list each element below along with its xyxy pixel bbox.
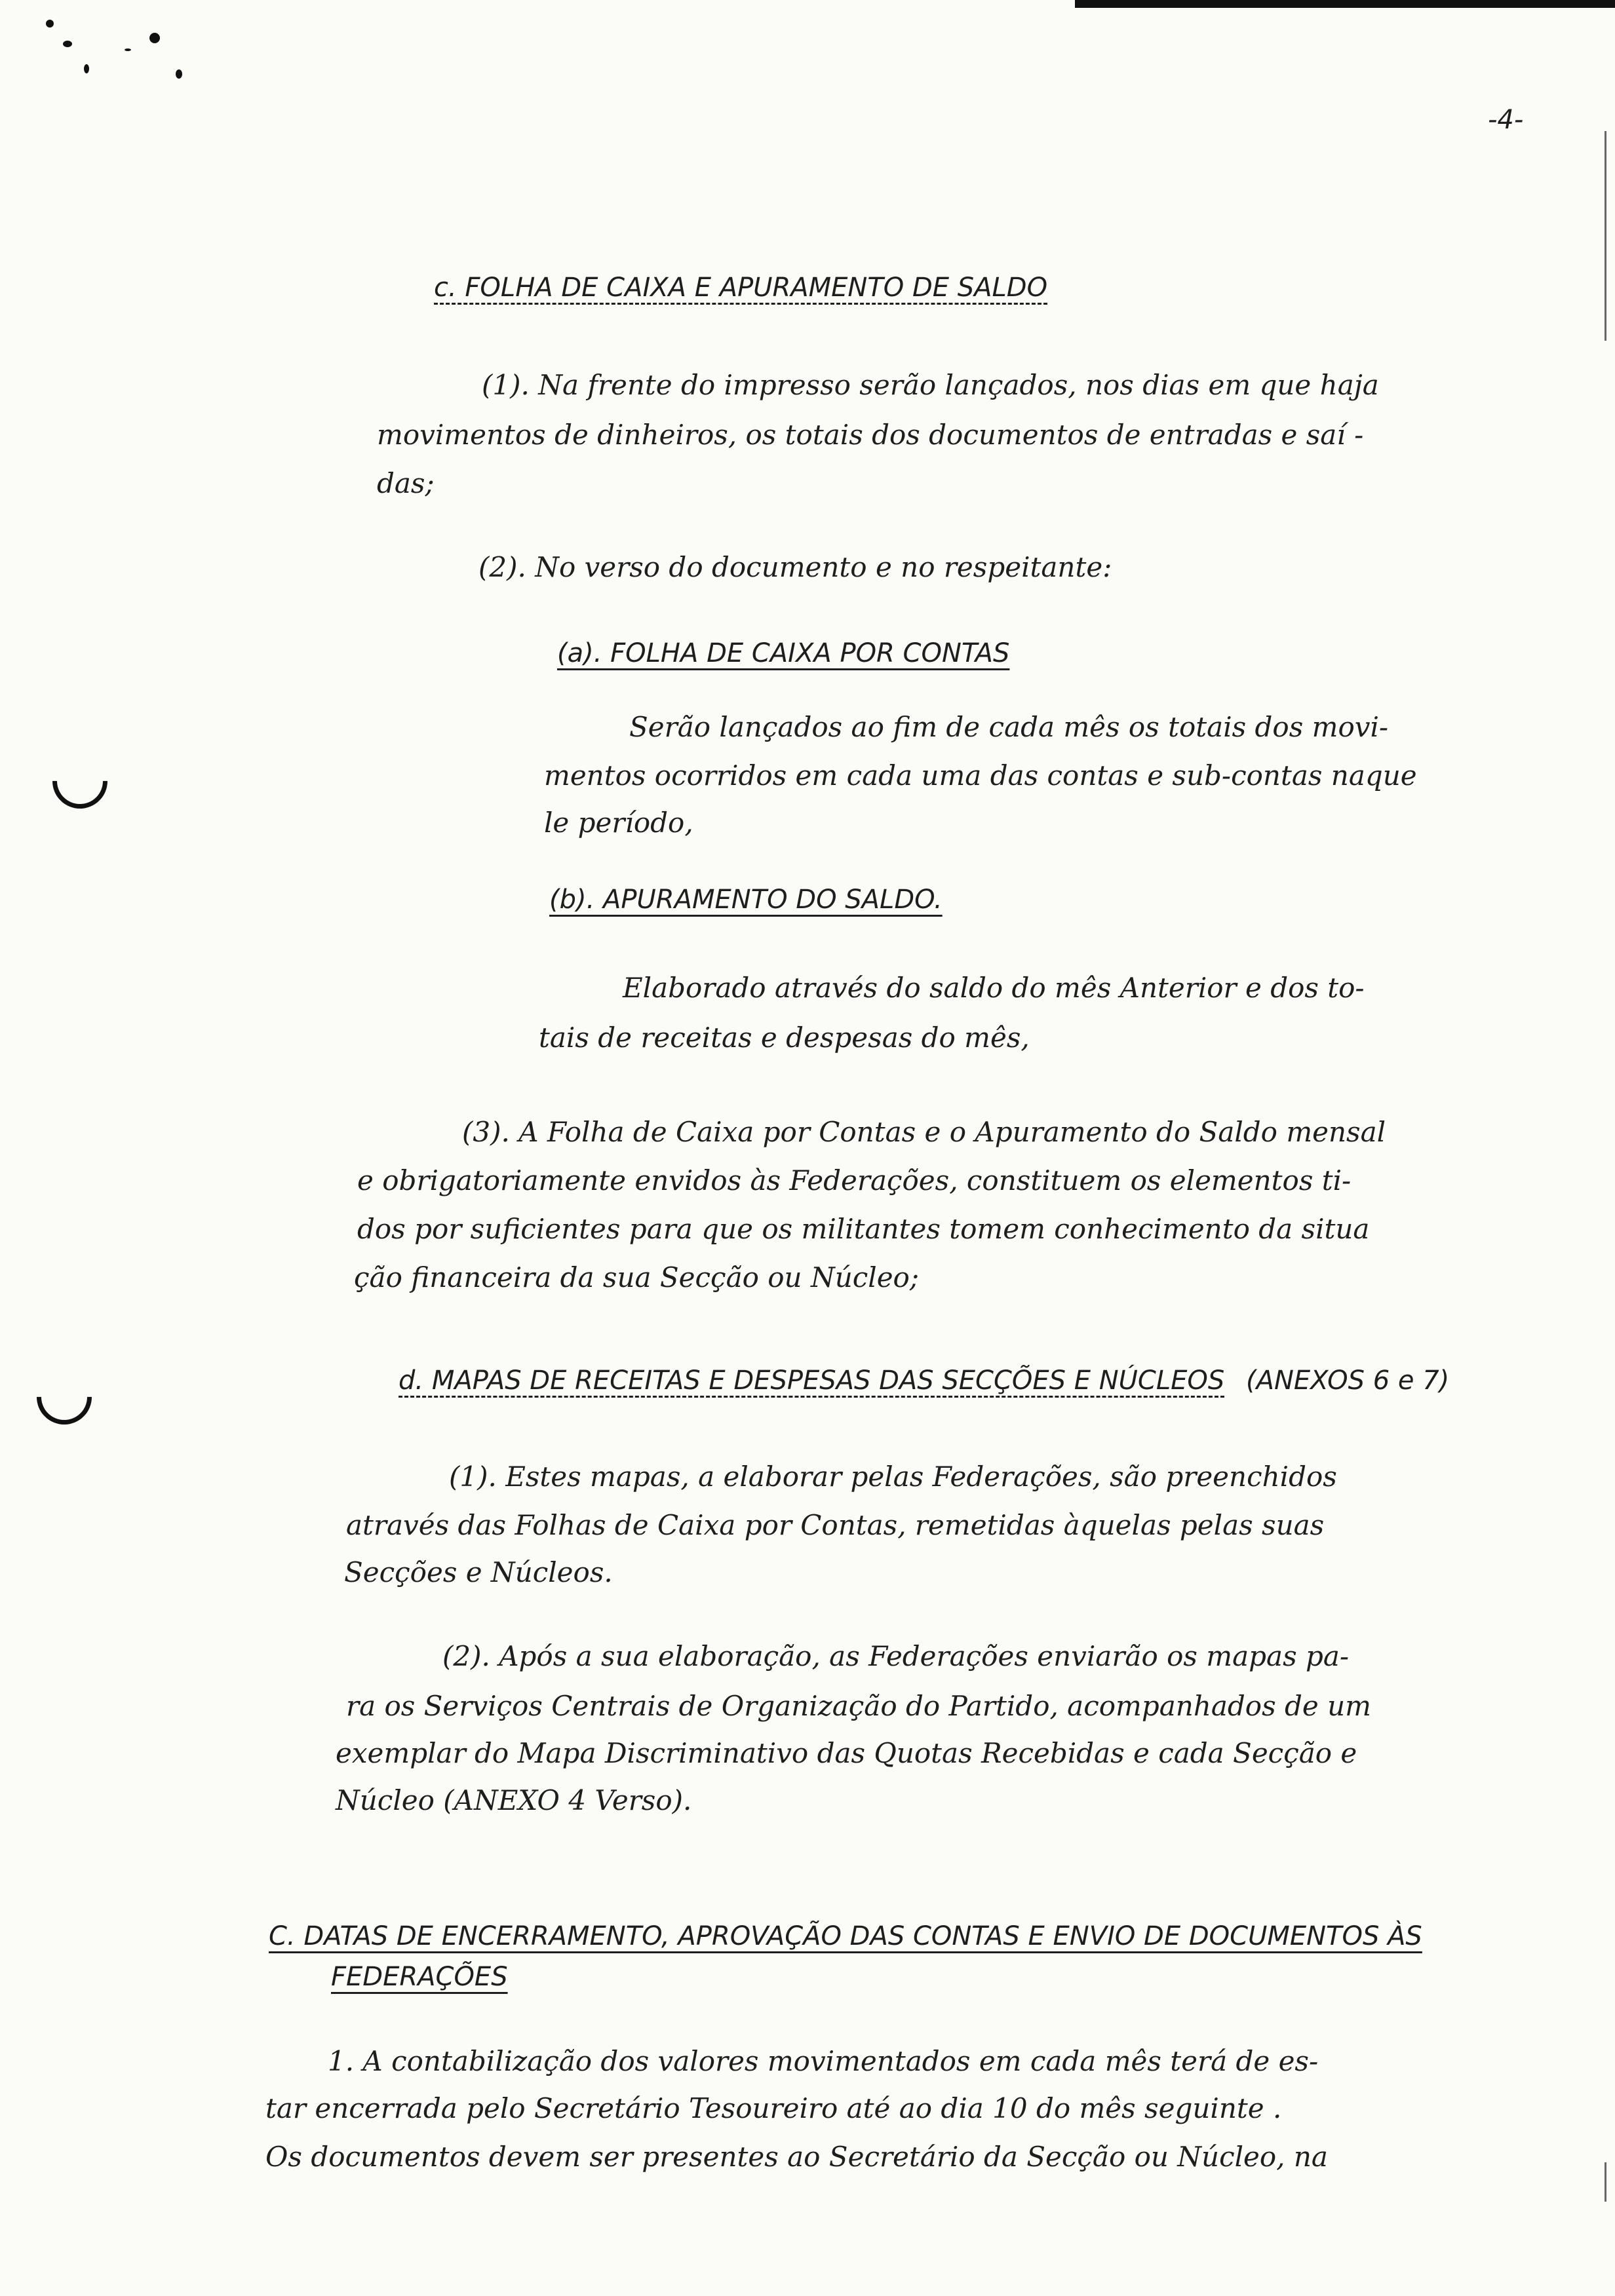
paragraph-line: movimentos de dinheiros, os totais dos documentos de entradas e saí - bbox=[377, 419, 1364, 451]
punch-hole-mark bbox=[41, 742, 119, 820]
scan-speck bbox=[46, 20, 54, 28]
paragraph-line: das; bbox=[377, 467, 435, 499]
scan-speck bbox=[176, 69, 182, 79]
top-edge-rule bbox=[1075, 0, 1615, 8]
paragraph-line: Secções e Núcleos. bbox=[344, 1556, 613, 1588]
paragraph-line: Elaborado através do saldo do mês Anterior e dos to- bbox=[623, 972, 1365, 1004]
paragraph-line: através das Folhas de Caixa por Contas, remetidas àquelas pelas suas bbox=[346, 1509, 1325, 1541]
paragraph-line: mentos ocorridos em cada uma das contas e sub-contas naque bbox=[544, 759, 1417, 792]
scan-speck bbox=[125, 48, 131, 51]
paragraph-line: e obrigatoriamente envidos às Federações, constituem os elementos ti- bbox=[357, 1164, 1352, 1196]
paragraph-line: (2). No verso do documento e no respeitante: bbox=[478, 551, 1112, 583]
subsection-a-heading: (a). FOLHA DE CAIXA POR CONTAS bbox=[557, 638, 1010, 668]
right-edge-mark-lower bbox=[1605, 2162, 1606, 2202]
section-d-annex-ref: (ANEXOS 6 e 7) bbox=[1246, 1366, 1450, 1396]
section-c-heading: c. FOLHA DE CAIXA E APURAMENTO DE SALDO bbox=[434, 273, 1048, 303]
paragraph-line: exemplar do Mapa Discriminativo das Quotas Recebidas e cada Secção e bbox=[336, 1737, 1357, 1769]
section-d-heading-row bbox=[399, 1363, 1449, 1398]
paragraph-line: Serão lançados ao fim de cada mês os totais dos movi- bbox=[629, 711, 1389, 743]
paragraph-line: Os documentos devem ser presentes ao Secretário da Secção ou Núcleo, na bbox=[265, 2141, 1328, 2173]
paragraph-line: tar encerrada pelo Secretário Tesoureiro até ao dia 10 do mês seguinte . bbox=[265, 2092, 1282, 2124]
paragraph-line: dos por suficientes para que os militantes tomem conhecimento da situa bbox=[357, 1213, 1370, 1245]
paragraph-line: (2). Após a sua elaboração, as Federações enviarão os mapas pa- bbox=[442, 1640, 1350, 1672]
punch-hole-mark bbox=[26, 1358, 104, 1436]
paragraph-line: (1). Estes mapas, a elaborar pelas Federações, são preenchidos bbox=[449, 1461, 1337, 1493]
right-edge-mark bbox=[1605, 131, 1606, 341]
paragraph-line: (3). A Folha de Caixa por Contas e o Apuramento do Saldo mensal bbox=[462, 1116, 1386, 1148]
section-C-heading-continued: FEDERAÇÕES bbox=[331, 1962, 508, 1992]
paragraph-line: le período, bbox=[544, 807, 693, 839]
paragraph-line: tais de receitas e despesas do mês, bbox=[539, 1022, 1030, 1054]
paragraph-line: ção financeira da sua Secção ou Núcleo; bbox=[354, 1261, 919, 1293]
paragraph-line: Núcleo (ANEXO 4 Verso). bbox=[336, 1784, 692, 1816]
section-d-heading: d. MAPAS DE RECEITAS E DESPESAS DAS SECÇÕES E NÚCLEOS bbox=[399, 1366, 1225, 1396]
scan-speck bbox=[84, 64, 89, 73]
paragraph-line: 1. A contabilização dos valores movimentados em cada mês terá de es- bbox=[328, 2045, 1319, 2077]
subsection-b-heading: (b). APURAMENTO DO SALDO. bbox=[549, 885, 943, 915]
page-number: -4- bbox=[1488, 105, 1524, 135]
scan-speck bbox=[63, 41, 72, 47]
section-C-heading: C. DATAS DE ENCERRAMENTO, APROVAÇÃO DAS CONTAS E ENVIO DE DOCUMENTOS ÀS bbox=[269, 1921, 1422, 1951]
scan-speck bbox=[149, 33, 160, 43]
paragraph-line: ra os Serviços Centrais de Organização do Partido, acompanhados de um bbox=[346, 1690, 1371, 1722]
paragraph-line: (1). Na frente do impresso serão lançados, nos dias em que haja bbox=[482, 369, 1379, 401]
